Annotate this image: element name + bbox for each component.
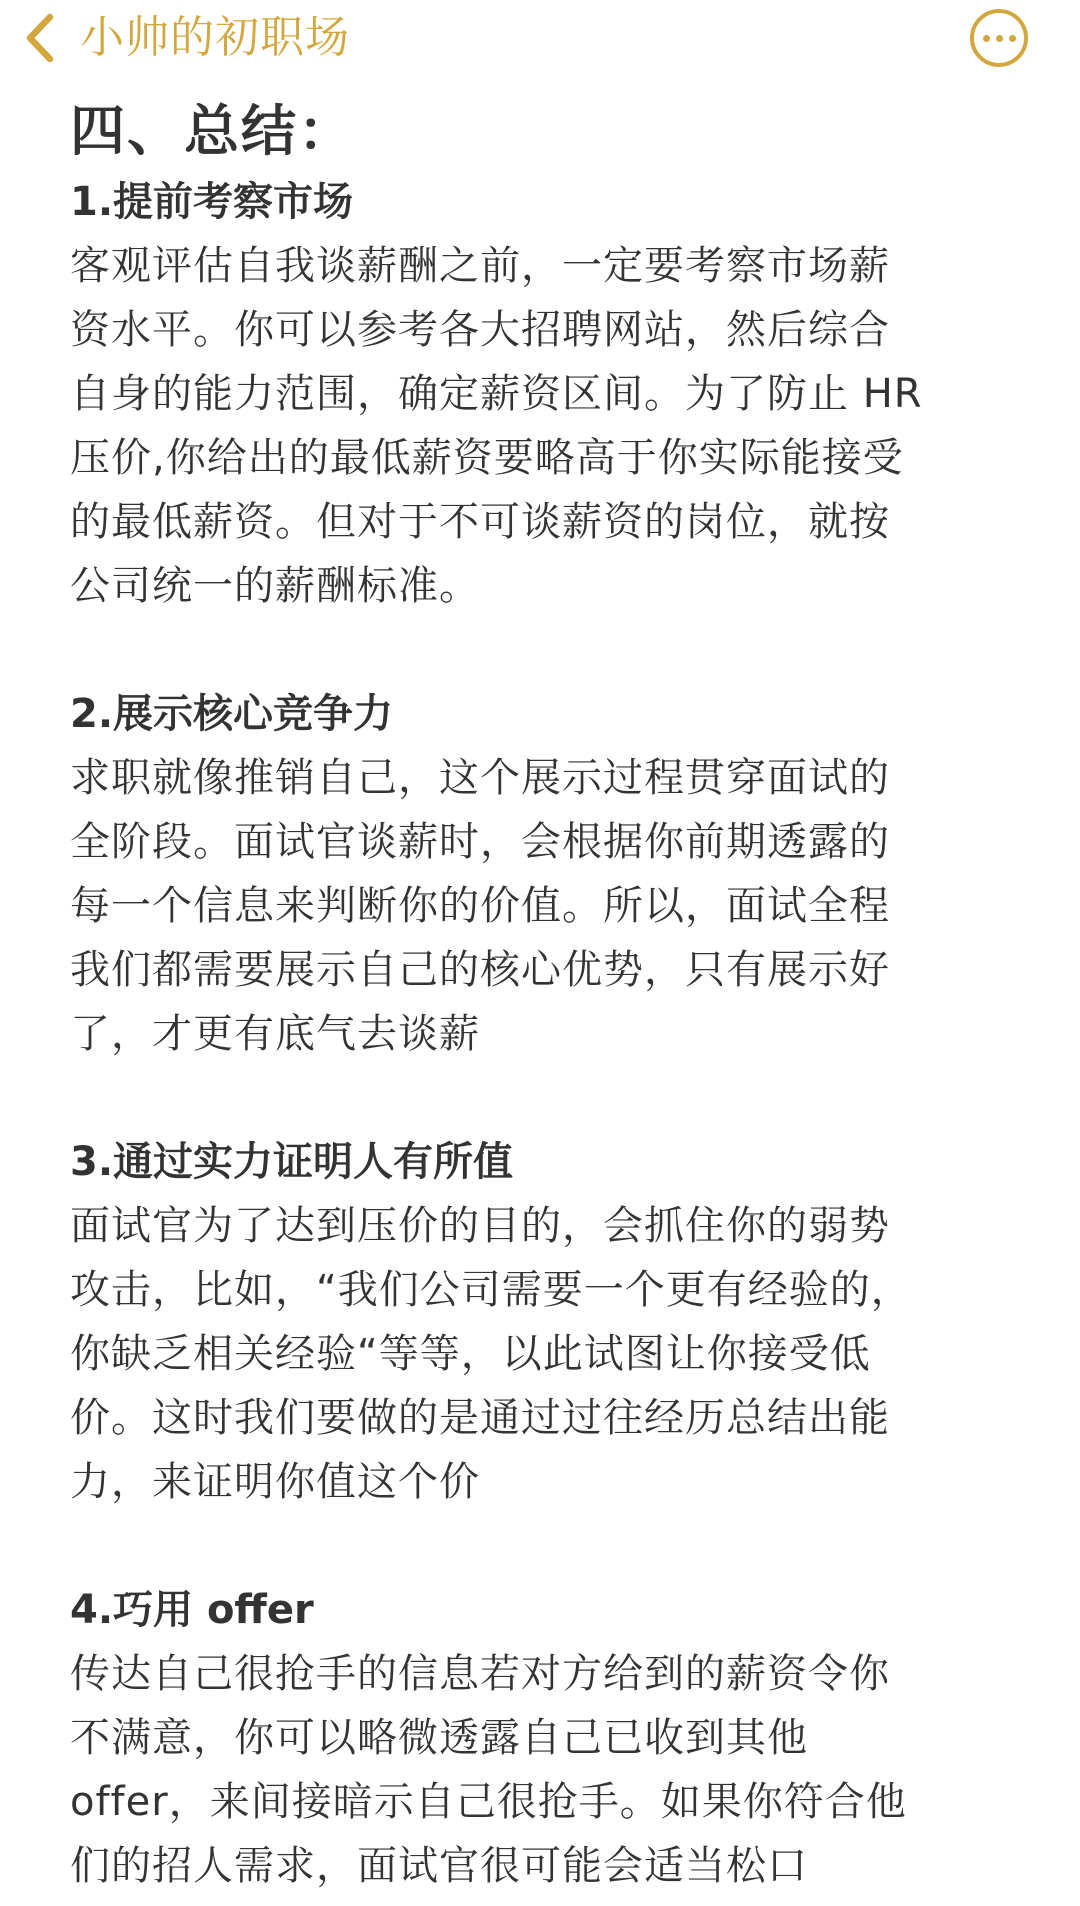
section-2 bbox=[70, 682, 1010, 1066]
more-button[interactable] bbox=[970, 9, 1028, 67]
more-icon bbox=[983, 35, 990, 42]
section-title: 2.展示核心竞争力 bbox=[70, 691, 394, 737]
text-line: 资水平。你可以参考各大招聘网站，然后综合 bbox=[70, 307, 890, 353]
notebook-title[interactable]: 小帅的初职场 bbox=[80, 12, 350, 63]
text-line: 我们都需要展示自己的核心优势，只有展示好 bbox=[70, 947, 890, 993]
section-body bbox=[70, 1642, 1010, 1898]
section-title: 4.巧用 offer bbox=[70, 1587, 314, 1633]
text-line: 不满意，你可以略微透露自己已收到其他 bbox=[70, 1715, 808, 1761]
section-1 bbox=[70, 170, 1010, 618]
more-icon-dot bbox=[996, 35, 1003, 42]
chevron-left-icon bbox=[23, 12, 57, 64]
text-line: 面试官为了达到压价的目的，会抓住你的弱势 bbox=[70, 1203, 890, 1249]
navigation-bar bbox=[0, 0, 1080, 80]
text-line: 价。这时我们要做的是通过过往经历总结出能 bbox=[70, 1395, 890, 1441]
text-line: 力，来证明你值这个价 bbox=[70, 1459, 480, 1505]
section-title: 3.通过实力证明人有所值 bbox=[70, 1139, 514, 1185]
section-body bbox=[70, 746, 1010, 1066]
section-4 bbox=[70, 1578, 1010, 1898]
note-heading: 四、总结： bbox=[70, 99, 356, 163]
text-line: 的最低薪资。但对于不可谈薪资的岗位，就按 bbox=[70, 499, 890, 545]
text-line: 全阶段。面试官谈薪时，会根据你前期透露的 bbox=[70, 819, 890, 865]
text-line: 求职就像推销自己，这个展示过程贯穿面试的 bbox=[70, 755, 890, 801]
back-button[interactable] bbox=[18, 8, 62, 68]
text-line: 了，才更有底气去谈薪 bbox=[70, 1011, 480, 1057]
section-3 bbox=[70, 1130, 1010, 1514]
text-line: 压价,你给出的最低薪资要略高于你实际能接受 bbox=[70, 435, 904, 481]
text-line: 每一个信息来判断你的价值。所以，面试全程 bbox=[70, 883, 890, 929]
more-icon-dot bbox=[1009, 35, 1016, 42]
text-line: 客观评估自我谈薪酬之前，一定要考察市场薪 bbox=[70, 243, 890, 289]
text-line: 自身的能力范围，确定薪资区间。为了防止 HR bbox=[70, 371, 923, 417]
section-title: 1.提前考察市场 bbox=[70, 179, 354, 225]
text-line: 攻击，比如，“我们公司需要一个更有经验的， bbox=[70, 1267, 912, 1313]
text-line: 传达自己很抢手的信息若对方给到的薪资令你 bbox=[70, 1651, 890, 1697]
text-line: 公司统一的薪酬标准。 bbox=[70, 563, 480, 609]
text-line: 们的招人需求，面试官很可能会适当松口 bbox=[70, 1843, 808, 1889]
text-line: offer，来间接暗示自己很抢手。如果你符合他 bbox=[70, 1779, 907, 1825]
text-line: 你缺乏相关经验“等等，以此试图让你接受低 bbox=[70, 1331, 871, 1377]
section-body bbox=[70, 1194, 1010, 1514]
note-content[interactable] bbox=[70, 92, 1010, 1898]
section-body bbox=[70, 234, 1010, 618]
